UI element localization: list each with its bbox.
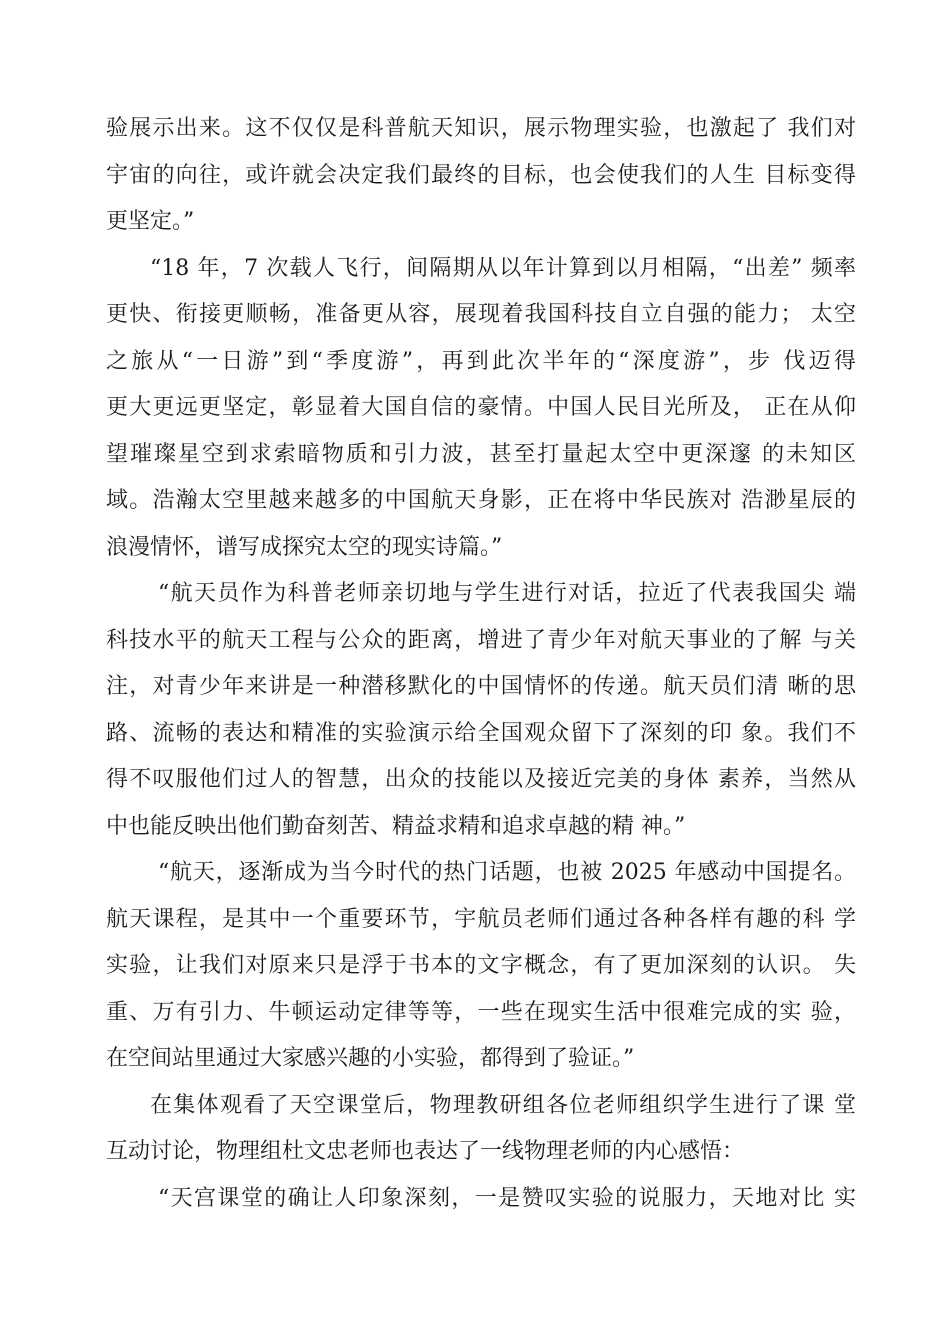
text-line: “航天，逐渐成为当今时代的热门话题，也被 2025 年感动中国提名。 [158, 860, 856, 885]
text-line: 浪漫情怀，谱写成探究太空的现实诗篇。” [106, 534, 503, 560]
text-line: 望璀璨星空到求索暗物质和引力波，甚至打量起太空中更深邃 的未知区 [106, 441, 856, 467]
text-line: 宇宙的向往，或许就会决定我们最终的目标，也会使我们的人生 目标变得 [106, 162, 856, 188]
text-line: “18 年，7 次载人飞行，间隔期从以年计算到以月相隔，“出差” 频率 [150, 255, 856, 281]
text-line: 在空间站里通过大家感兴趣的小实验，都得到了验证。” [106, 1046, 635, 1071]
text-line: 路、流畅的表达和精准的实验演示给全国观众留下了深刻的印 象。我们不 [106, 720, 856, 746]
text-line: “天宫课堂的确让人印象深刻，一是赞叹实验的说服力，天地对比 实 [158, 1185, 856, 1211]
text-line: 航天课程，是其中一个重要环节，宇航员老师们通过各种各样有趣的科 学 [106, 906, 856, 932]
text-line: 实验，让我们对原来只是浮于书本的文字概念，有了更加深刻的认识。 失 [106, 953, 856, 978]
text-line: “航天员作为科普老师亲切地与学生进行对话，拉近了代表我国尖 端 [158, 581, 856, 606]
text-line: 重、万有引力、牛顿运动定律等等，一些在现实生活中很难完成的实 验， [106, 999, 856, 1025]
text-line: 中也能反映出他们勤奋刻苦、精益求精和追求卓越的精 神。” [106, 813, 686, 839]
text-line: 之旅从“一日游”到“季度游”，再到此次半年的“深度游”，步 伐迈得 [106, 348, 856, 374]
text-line: 在集体观看了天空课堂后，物理教研组各位老师组织学生进行了课 堂 [150, 1092, 856, 1118]
text-line: 互动讨论，物理组杜文忠老师也表达了一线物理老师的内心感悟： [106, 1139, 745, 1164]
text-line: 注，对青少年来讲是一种潜移默化的中国情怀的传递。航天员们清 晰的思 [106, 674, 856, 699]
text-line: 更快、衔接更顺畅，准备更从容，展现着我国科技自立自强的能力； 太空 [106, 302, 856, 327]
document-body [106, 106, 856, 1222]
text-line: 验展示出来。这不仅仅是科普航天知识，展示物理实验，也激起了 我们对 [106, 116, 856, 141]
text-line: 得不叹服他们过人的智慧，出众的技能以及接近完美的身体 素养，当然从 [106, 767, 856, 792]
text-line: 更坚定。” [106, 209, 195, 234]
text-line: 更大更远更坚定，彰显着大国自信的豪情。中国人民目光所及， 正在从仰 [106, 395, 856, 420]
text-line: 域。浩瀚太空里越来越多的中国航天身影，正在将中华民族对 浩渺星辰的 [106, 488, 856, 513]
text-line: 科技水平的航天工程与公众的距离，增进了青少年对航天事业的了解 与关 [106, 627, 856, 653]
